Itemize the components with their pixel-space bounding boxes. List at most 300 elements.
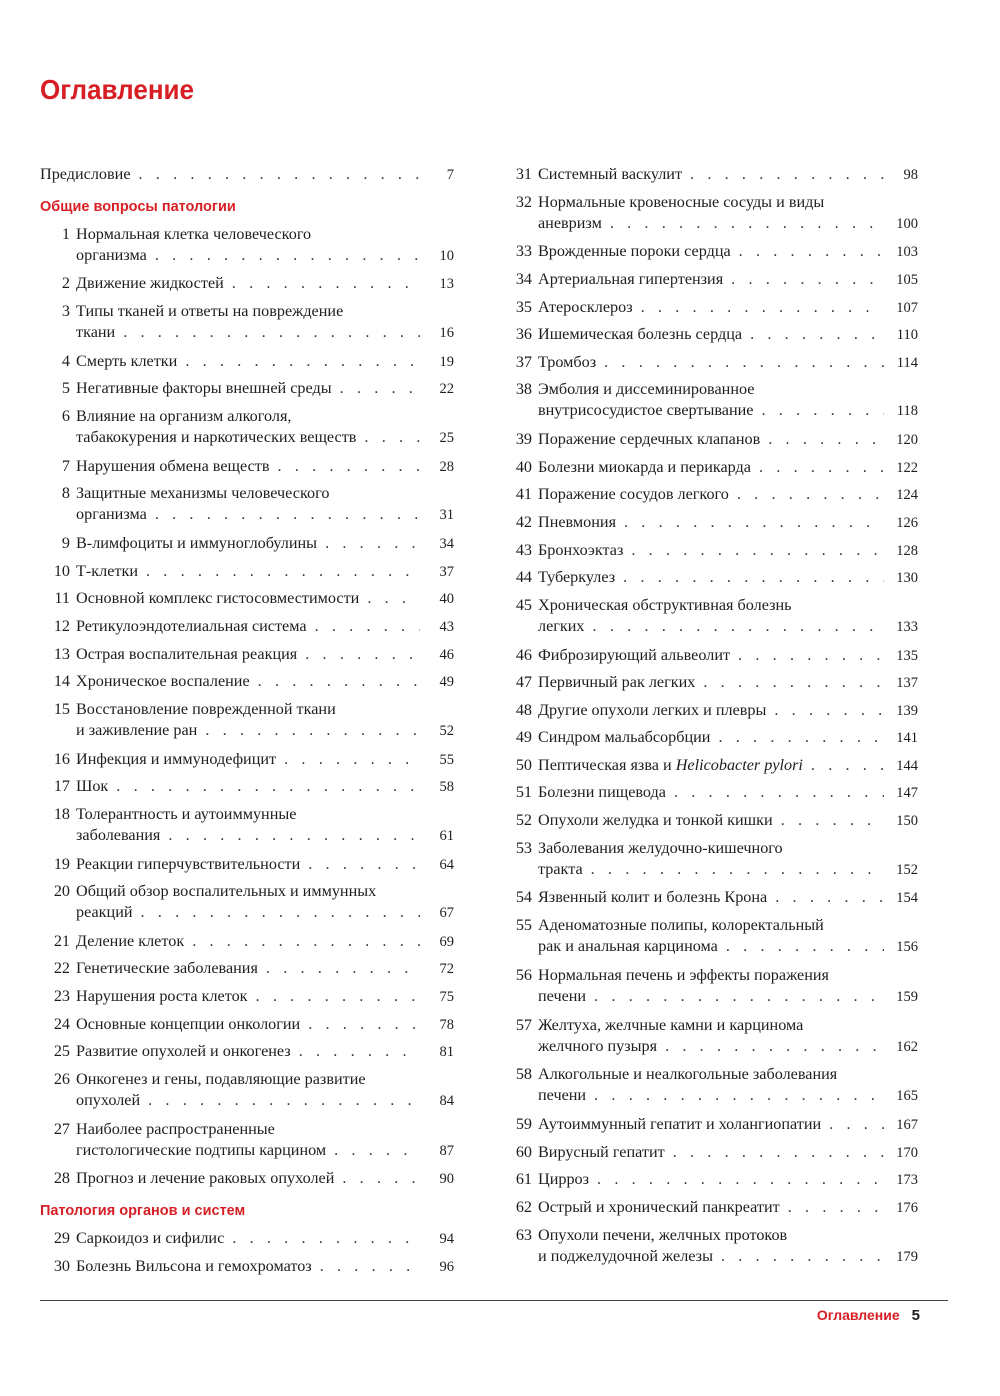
dot-leader (768, 429, 884, 450)
page-number: 150 (896, 813, 918, 830)
dot-leader (610, 213, 884, 234)
chapter-title-line (76, 351, 454, 373)
dot-leader (305, 644, 420, 665)
page-number: 156 (896, 939, 918, 956)
chapter-title-text: ткани (76, 322, 116, 341)
chapter-title-line (76, 1256, 454, 1278)
toc-entry[interactable] (40, 616, 454, 644)
dot-leader (155, 504, 420, 525)
chapter-title (76, 854, 454, 876)
toc-entry[interactable] (502, 672, 918, 700)
page-number: 46 (439, 646, 454, 663)
chapter-title-text: Другие опухоли легких и плевры (538, 700, 767, 719)
chapter-number: 35 (515, 297, 532, 316)
chapter-title-line (538, 567, 918, 589)
chapter-title-line (538, 915, 918, 936)
chapter-title (538, 755, 918, 777)
page-number: 118 (896, 403, 918, 420)
chapter-title (76, 804, 454, 847)
toc-entry[interactable] (40, 1119, 454, 1169)
chapter-title-text: внутрисосудистое свертывание (538, 401, 754, 420)
toc-entry[interactable] (40, 804, 454, 854)
chapter-title-line (76, 378, 454, 400)
chapter-title (76, 1168, 454, 1190)
page-number: 162 (896, 1038, 918, 1055)
toc-entry[interactable] (40, 561, 454, 589)
page-number: 10 (439, 247, 454, 264)
toc-entry[interactable] (502, 241, 918, 269)
dot-leader (738, 645, 884, 666)
chapter-title-text: Нормальные кровеносные сосуды и виды (538, 192, 825, 211)
chapter-number: 57 (515, 1015, 532, 1034)
chapter-number: 30 (53, 1256, 70, 1275)
chapter-title-text: Пептическая язва и Helicobacter pylori (538, 755, 803, 774)
toc-entry[interactable] (502, 645, 918, 673)
page-number: 69 (439, 933, 454, 950)
chapter-number: 59 (515, 1115, 532, 1134)
chapter-title (76, 699, 454, 742)
page-number: 122 (896, 459, 918, 476)
page-number: 135 (896, 647, 918, 664)
chapter-title-italic: Helicobacter pylori (675, 755, 803, 774)
chapter-title-text: Восстановление поврежденной ткани (76, 699, 336, 718)
dot-leader (342, 1168, 420, 1189)
chapter-title (76, 958, 454, 980)
chapter-number: 8 (61, 484, 70, 503)
chapter-number: 52 (515, 811, 532, 830)
chapter-title-text: Болезнь Вильсона и гемохроматоз (76, 1256, 312, 1275)
toc-entry[interactable] (502, 887, 918, 915)
chapter-title-line (76, 720, 454, 742)
chapter-title (538, 887, 918, 909)
chapter-title-line (538, 1225, 918, 1246)
page-number: 55 (439, 751, 454, 768)
chapter-number: 56 (515, 965, 532, 984)
dot-leader (641, 297, 884, 318)
chapter-number: 19 (53, 854, 70, 873)
toc-entry[interactable] (502, 457, 918, 485)
page-number: 144 (896, 757, 918, 774)
dot-leader (624, 512, 884, 533)
chapter-title-line (76, 825, 454, 847)
page-number: 81 (439, 1044, 454, 1061)
chapter-title (76, 224, 454, 267)
chapter-title (538, 324, 918, 346)
toc-entry[interactable] (502, 429, 918, 457)
dot-leader (155, 245, 420, 266)
chapter-number: 5 (61, 379, 70, 398)
chapter-title-text: Фиброзирующий альвеолит (538, 645, 731, 664)
page-number: 7 (446, 167, 454, 183)
toc-entry[interactable] (502, 269, 918, 297)
chapter-title-text: Типы тканей и ответы на повреждение (76, 301, 344, 320)
chapter-title-line (538, 512, 918, 534)
chapter-title-text: Толерантность и аутоиммунные (76, 804, 297, 823)
chapter-title-line (538, 457, 918, 479)
dot-leader (811, 755, 884, 776)
chapter-title (76, 986, 454, 1008)
toc-entry[interactable] (40, 1069, 454, 1119)
dot-leader (185, 351, 420, 372)
chapter-title-line (538, 838, 918, 859)
chapter-title (538, 1015, 918, 1058)
chapter-title-text: и заживление ран (76, 720, 198, 739)
chapter-number: 18 (53, 804, 70, 823)
page-number: 147 (896, 785, 918, 802)
toc-entry[interactable] (40, 224, 454, 274)
toc-entry[interactable] (40, 881, 454, 931)
chapter-title-line (76, 776, 454, 798)
chapter-title-text: Пневмония (538, 512, 617, 531)
dot-leader (308, 854, 420, 875)
chapter-title-text: организма (76, 245, 147, 264)
chapter-number: 3 (61, 301, 70, 320)
chapter-number: 43 (515, 540, 532, 559)
chapter-number: 63 (515, 1225, 532, 1244)
chapter-title (76, 378, 454, 400)
chapter-title-text: Синдром мальабсорбции (538, 728, 711, 747)
toc-left-column (40, 164, 454, 1283)
chapter-title-text: Развитие опухолей и онкогенез (76, 1042, 291, 1061)
page-number: 105 (896, 271, 918, 288)
chapter-number: 23 (53, 987, 70, 1006)
page-number: 87 (439, 1142, 454, 1159)
chapter-title (76, 881, 454, 924)
dot-leader (256, 986, 420, 1007)
dot-leader (340, 378, 420, 399)
chapter-title-text: реакций (76, 903, 133, 922)
page-number: 52 (439, 722, 454, 739)
toc-entry[interactable] (40, 931, 454, 959)
chapter-title-line (538, 1197, 918, 1219)
chapter-number: 21 (53, 931, 70, 950)
page-number: 141 (896, 730, 918, 747)
toc-entry[interactable] (502, 379, 918, 429)
dot-leader (205, 720, 420, 741)
footer-running-title: Оглавление (816, 1307, 900, 1323)
chapter-number: 1 (61, 224, 70, 243)
toc-entry[interactable] (40, 1168, 454, 1196)
chapter-title-line (40, 164, 454, 186)
chapter-title-text: Туберкулез (538, 568, 616, 587)
toc-entry[interactable] (502, 727, 918, 755)
chapter-title-text: Заболевания желудочно-кишечного (538, 838, 783, 857)
chapter-title-text: Хроническое воспаление (76, 672, 250, 691)
toc-entry[interactable] (40, 456, 454, 484)
chapter-title-line (76, 588, 454, 610)
chapter-title-text: Острая воспалительная реакция (76, 644, 298, 663)
toc-entry[interactable] (502, 755, 918, 783)
chapter-title-text: Инфекция и иммунодефицит (76, 749, 277, 768)
toc-entry[interactable] (40, 588, 454, 616)
toc-entry[interactable] (502, 1015, 918, 1065)
chapter-title-text: организма (76, 505, 147, 524)
chapter-title-text: Предисловие (40, 165, 131, 183)
chapter-title-line (538, 782, 918, 804)
chapter-number: 20 (53, 882, 70, 901)
chapter-title (538, 595, 918, 638)
chapter-title-line (538, 595, 918, 616)
chapter-title-line (538, 887, 918, 909)
toc-entry[interactable] (502, 838, 918, 888)
toc-entry[interactable] (40, 1041, 454, 1069)
page-number: 72 (439, 961, 454, 978)
page-number: 43 (439, 618, 454, 635)
dot-leader (148, 1090, 420, 1111)
toc-entry[interactable] (502, 1064, 918, 1114)
chapter-number: 25 (53, 1042, 70, 1061)
toc-entry[interactable] (40, 483, 454, 533)
chapter-title-text: Саркоидоз и сифилис (76, 1229, 225, 1248)
toc-entry[interactable] (40, 1014, 454, 1042)
toc-entry[interactable] (502, 1225, 918, 1275)
chapter-number: 36 (515, 325, 532, 344)
toc-entry[interactable] (502, 164, 918, 192)
chapter-number: 33 (515, 242, 532, 261)
toc-entry[interactable] (502, 782, 918, 810)
toc-entry[interactable] (502, 1114, 918, 1142)
dot-leader (168, 825, 420, 846)
toc-entry[interactable] (40, 699, 454, 749)
chapter-title-line (538, 1064, 918, 1085)
chapter-title-line (76, 616, 454, 638)
chapter-number: 26 (53, 1069, 70, 1088)
chapter-title (538, 484, 918, 506)
chapter-title (76, 671, 454, 693)
chapter-number: 41 (515, 485, 532, 504)
chapter-title-line (538, 379, 918, 400)
chapter-title-line (538, 672, 918, 694)
chapter-title-text: печени (538, 986, 587, 1005)
chapter-title-line (538, 1085, 918, 1107)
toc-entry[interactable] (502, 540, 918, 568)
dot-leader (192, 931, 420, 952)
chapter-title-line (538, 1142, 918, 1164)
dot-leader (631, 540, 884, 561)
page-number: 96 (439, 1258, 454, 1275)
chapter-title (538, 457, 918, 479)
chapter-title-line (538, 241, 918, 263)
toc-entry[interactable] (502, 700, 918, 728)
chapter-title-line (538, 400, 918, 422)
dot-leader (726, 936, 884, 957)
dot-leader (690, 164, 884, 185)
toc-entry[interactable] (502, 567, 918, 595)
toc-entry[interactable] (40, 854, 454, 882)
chapter-title-line (538, 484, 918, 506)
chapter-title-text: Бронхоэктаз (538, 540, 624, 559)
chapter-title (538, 241, 918, 263)
toc-entry[interactable] (502, 1142, 918, 1170)
chapter-title-text: Алкогольные и неалкогольные заболевания (538, 1065, 838, 1084)
toc-entry[interactable] (40, 406, 454, 456)
page-number: 107 (896, 299, 918, 316)
chapter-title-text: Защитные механизмы человеческого (76, 484, 330, 503)
chapter-number: 44 (515, 568, 532, 587)
chapter-title (538, 1114, 918, 1136)
chapter-title-text: Артериальная гипертензия (538, 269, 724, 288)
chapter-title-line (538, 1015, 918, 1036)
toc-entry[interactable] (502, 1197, 918, 1225)
dot-leader (604, 352, 884, 373)
toc-entry[interactable] (502, 915, 918, 965)
chapter-title-line (76, 902, 454, 924)
chapter-title-line (538, 755, 918, 777)
chapter-title-text: рак и анальная карцинома (538, 937, 718, 956)
page-number: 170 (896, 1144, 918, 1161)
chapter-title-line (538, 192, 918, 213)
dot-leader (123, 322, 420, 343)
chapter-title (538, 965, 918, 1008)
page-footer (817, 1307, 920, 1324)
dot-leader (665, 1036, 884, 1057)
chapter-title-text: Генетические заболевания (76, 959, 258, 978)
chapter-number: 12 (53, 616, 70, 635)
chapter-title (538, 1225, 918, 1268)
chapter-title-line (76, 483, 454, 504)
dot-leader (739, 241, 884, 262)
page-number: 100 (896, 215, 918, 232)
chapter-title-text: Аденоматозные полипы, колоректальный (538, 916, 824, 935)
toc-entry[interactable] (40, 644, 454, 672)
chapter-title-text: Опухоли желудка и тонкой кишки (538, 811, 773, 830)
page-number: 28 (439, 458, 454, 475)
page-number: 124 (896, 487, 918, 504)
chapter-number: 51 (515, 783, 532, 802)
page-number: 78 (439, 1016, 454, 1033)
toc-right-column (502, 164, 918, 1274)
page-number: 67 (439, 905, 454, 922)
page-number: 31 (439, 507, 454, 524)
toc-entry[interactable] (40, 533, 454, 561)
toc-entry[interactable] (502, 297, 918, 325)
toc-entry[interactable] (40, 164, 454, 192)
chapter-title (538, 1142, 918, 1164)
chapter-title-text: Движение жидкостей (76, 274, 224, 293)
dot-leader (594, 986, 884, 1007)
chapter-title (538, 192, 918, 235)
chapter-title-text: Нормальная печень и эффекты поражения (538, 965, 829, 984)
toc-entry[interactable] (502, 595, 918, 645)
chapter-title-text: Общий обзор воспалительных и иммунных (76, 882, 377, 901)
chapter-title-line (76, 1119, 454, 1140)
chapter-title-line (76, 671, 454, 693)
page-number: 61 (439, 827, 454, 844)
toc-entry[interactable] (40, 986, 454, 1014)
chapter-title (76, 749, 454, 771)
toc-entry[interactable] (40, 958, 454, 986)
chapter-title-line (76, 854, 454, 876)
toc-entry[interactable] (40, 776, 454, 804)
dot-leader (750, 324, 884, 345)
chapter-title (538, 1064, 918, 1107)
toc-entry[interactable] (502, 810, 918, 838)
dot-leader (278, 456, 421, 477)
chapter-title (538, 429, 918, 451)
chapter-title (76, 616, 454, 638)
chapter-title-line (76, 301, 454, 322)
chapter-title (76, 1256, 454, 1278)
chapter-title-text: Системный васкулит (538, 165, 683, 183)
dot-leader (591, 859, 884, 880)
chapter-title-line (76, 561, 454, 583)
toc-entry[interactable] (40, 351, 454, 379)
toc-entry[interactable] (502, 352, 918, 380)
chapter-title (538, 512, 918, 534)
toc-entry[interactable] (40, 1228, 454, 1256)
toc-entry[interactable] (40, 378, 454, 406)
toc-entry[interactable] (40, 1256, 454, 1284)
chapter-title (76, 1014, 454, 1036)
toc-entry[interactable] (40, 749, 454, 777)
toc-entry[interactable] (502, 484, 918, 512)
chapter-title-text: гистологические подтипы карцином (76, 1140, 327, 1159)
dot-leader (774, 700, 884, 721)
chapter-number: 6 (61, 406, 70, 425)
chapter-title (538, 915, 918, 958)
page-number: 19 (439, 353, 454, 370)
chapter-title-line (76, 406, 454, 427)
dot-leader (308, 1014, 420, 1035)
toc-entry[interactable] (502, 324, 918, 352)
chapter-title (538, 672, 918, 694)
chapter-number: 15 (53, 699, 70, 718)
chapter-title-line (538, 810, 918, 832)
chapter-title-text: тракта (538, 859, 583, 878)
chapter-title (538, 164, 918, 186)
chapter-title-text: Деление клеток (76, 931, 185, 950)
chapter-number: 9 (61, 534, 70, 553)
toc-entry[interactable] (502, 512, 918, 540)
chapter-title-line (538, 616, 918, 638)
toc-entry[interactable] (502, 1169, 918, 1197)
chapter-number: 49 (515, 728, 532, 747)
chapter-number: 27 (53, 1119, 70, 1138)
chapter-number: 47 (515, 673, 532, 692)
chapter-title-line (538, 429, 918, 451)
chapter-number: 37 (515, 352, 532, 371)
chapter-title-text: Атеросклероз (538, 297, 633, 316)
chapter-title-line (76, 986, 454, 1008)
chapter-title (538, 782, 918, 804)
chapter-number: 2 (61, 274, 70, 293)
toc-section-heading: Патология органов и систем (40, 1203, 246, 1220)
dot-leader (597, 1169, 884, 1190)
toc-entry[interactable] (40, 671, 454, 699)
chapter-number: 40 (515, 457, 532, 476)
chapter-title (76, 483, 454, 526)
page-number: 176 (896, 1200, 918, 1217)
page-number: 154 (896, 890, 918, 907)
page-number: 37 (439, 563, 454, 580)
chapter-title (76, 456, 454, 478)
page-number: 40 (439, 591, 454, 608)
chapter-title-line (76, 804, 454, 825)
toc-entry[interactable] (40, 273, 454, 301)
toc-entry[interactable] (40, 301, 454, 351)
dot-leader (141, 902, 420, 923)
chapter-number: 60 (515, 1142, 532, 1161)
chapter-title-text: Шок (76, 777, 109, 796)
chapter-number: 28 (53, 1169, 70, 1188)
toc-entry[interactable] (502, 192, 918, 242)
chapter-title-line (538, 965, 918, 986)
toc-entry[interactable] (502, 965, 918, 1015)
chapter-title (76, 301, 454, 344)
chapter-title-text: Аутоиммунный гепатит и холангиопатии (538, 1115, 822, 1134)
chapter-title-line (538, 1169, 918, 1191)
chapter-title-text: Ишемическая болезнь сердца (538, 325, 743, 344)
